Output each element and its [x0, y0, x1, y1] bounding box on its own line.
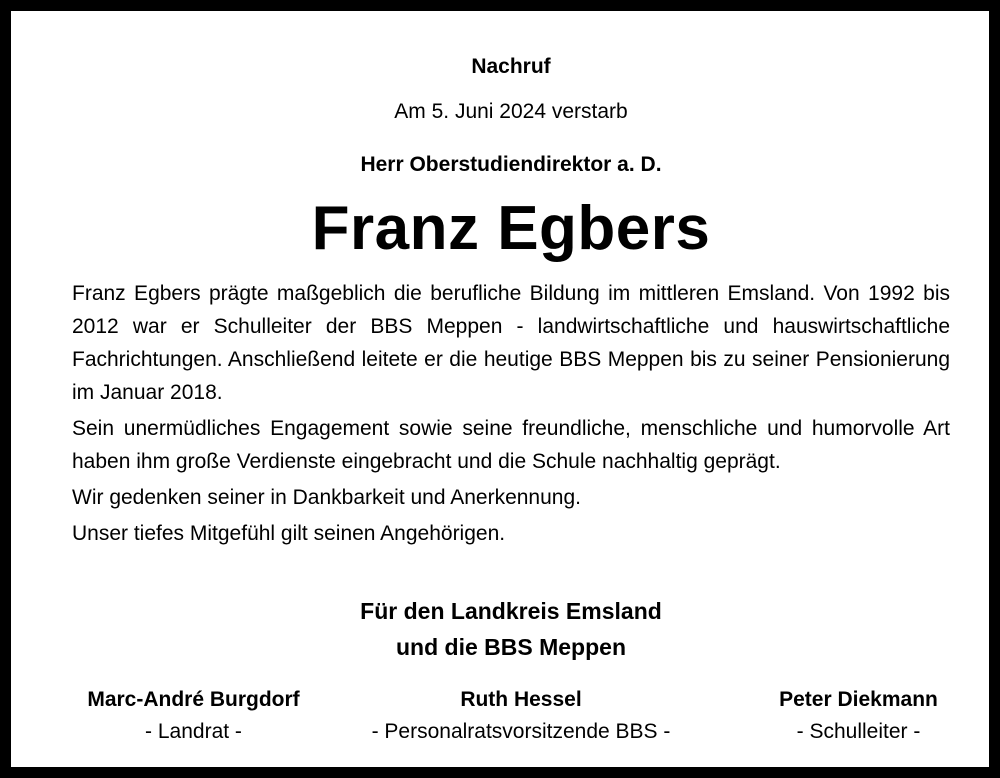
signer-role: - Landrat -: [145, 720, 242, 743]
signer-name: Ruth Hessel: [460, 688, 582, 711]
signer-name: Peter Diekmann: [779, 688, 938, 711]
body-paragraph-career: Franz Egbers prägte maßgeblich die berufliche Bildung im mittleren Emsland. Von 1992 bis 2012 war er Schulleiter der BBS Meppen - landwirtschaftliche und hauswirtschaftliche Fachrichtungen. Anschließend leitete er die heutige BBS Meppen bis zu seiner Pensionierung im Januar 2018.: [72, 282, 950, 404]
signer-personalrat: [341, 687, 701, 745]
signer-name: Marc-André Burgdorf: [87, 688, 300, 711]
signer-role: - Personalratsvorsitzende BBS -: [371, 720, 671, 743]
notice-heading: Nachruf: [471, 55, 551, 78]
body-paragraph-tribute: Sein unermüdliches Engagement sowie seine freundliche, menschliche und humorvolle Art haben ihm große Verdienste eingebracht und die Schule nachhaltig geprägt.: [72, 417, 950, 473]
organization-line-2: und die BBS Meppen: [396, 634, 626, 660]
signer-landrat: [51, 687, 336, 745]
obituary-body: [72, 277, 950, 553]
signer-schulleiter: [741, 687, 976, 745]
body-paragraph-condolence: Unser tiefes Mitgefühl gilt seinen Angehörigen.: [72, 522, 506, 545]
deceased-name: Franz Egbers: [311, 194, 711, 263]
date-of-death-line: Am 5. Juni 2024 verstarb: [394, 100, 628, 123]
organization-line-1: Für den Landkreis Emsland: [360, 598, 662, 624]
deceased-title: Herr Oberstudiendirektor a. D.: [360, 153, 662, 176]
body-paragraph-remembrance: Wir gedenken seiner in Dankbarkeit und Anerkennung.: [72, 486, 581, 509]
signer-role: - Schulleiter -: [796, 720, 921, 743]
